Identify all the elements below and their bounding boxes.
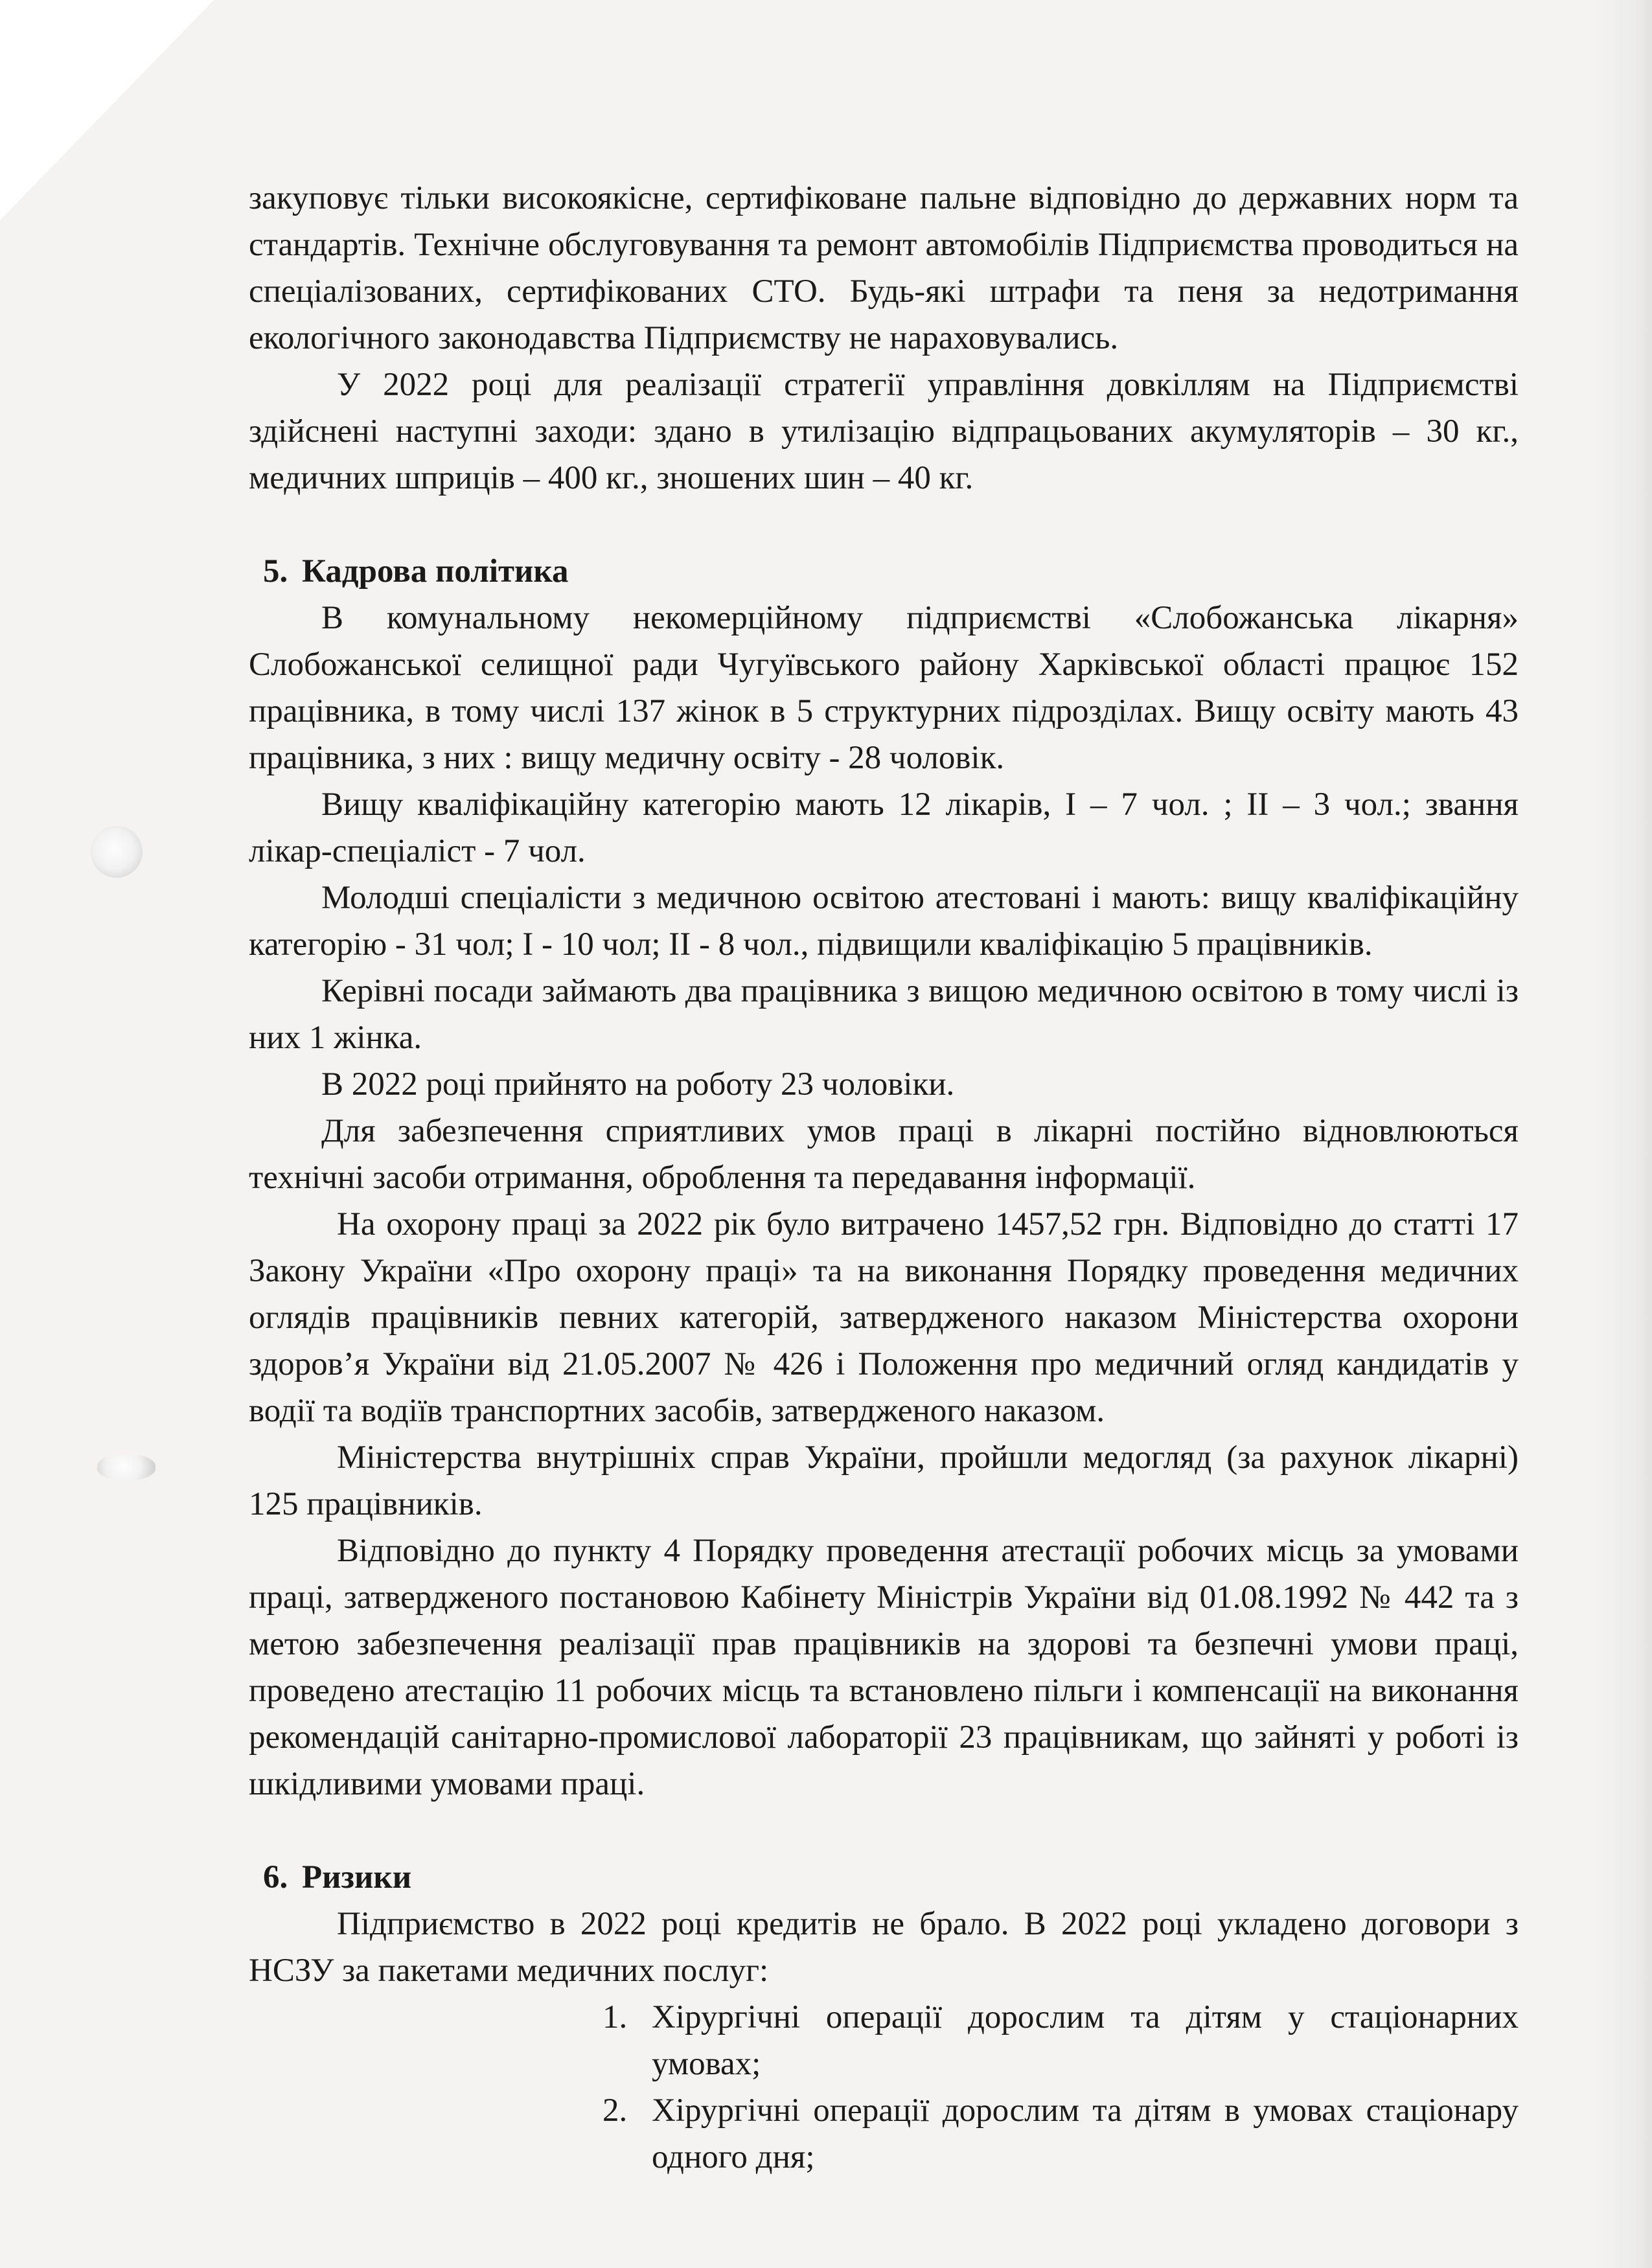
section-number: 5. (263, 553, 288, 590)
list-item (602, 2087, 1519, 2181)
body-paragraph: Для забезпечення сприятливих умов праці в лікарні постійно відновлюються технічні засоби отримання, оброблення та передавання інформації. (249, 1113, 1519, 1196)
service-package-list (602, 1994, 1519, 2181)
punch-hole-upper (91, 826, 143, 878)
list-item-number: 2. (602, 2092, 628, 2129)
section-title: Ризики (302, 1859, 412, 1896)
intro-paragraph: закуповує тільки високоякісне, сертифіковане пальне відповідно до державних норм та стандартів. Технічне обслуговування та ремонт автомобілів Підприємства проводиться на спеціалізованих, сертифікованих СТО. Будь-які штрафи та пеня за недотримання екологічного законодавства Підприємству не нараховувались. (249, 180, 1519, 356)
intro-paragraph: У 2022 році для реалізації стратегії управління довкіллям на Підприємстві здійснені наступні заходи: здано в утилізацію відпрацьованих акумуляторів – 30 кг., медичних шприців – 400 кг., зношених шин – 40 кг. (249, 367, 1519, 496)
document-page (249, 175, 1519, 2181)
list-item-text: Хірургічні операції дорослим та дітям в умовах стаціонару одного дня; (652, 2092, 1519, 2175)
body-paragraph: Відповідно до пункту 4 Порядку проведення атестації робочих місць за умовами праці, затвердженого постановою Кабінету Міністрів України від 01.08.1992 № 442 та з метою забезпечення реалізації прав працівників на здорові та безпечні умови праці, проведено атестацію 11 робочих місць та встановлено пільги і компенсації на виконання рекомендацій санітарно-промислової лабораторії 23 працівникам, що зайняті у роботі із шкідливими умовами праці. (249, 1533, 1519, 1802)
list-item-number: 1. (602, 1999, 628, 2035)
body-paragraph: Молодші спеціалісти з медичною освітою атестовані і мають: вищу кваліфікаційну категорію - 31 чол; І - 10 чол; ІІ - 8 чол., підвищили кваліфікацію 5 працівників. (249, 880, 1519, 963)
body-paragraph: Керівні посади займають два працівника з вищою медичною освітою в тому числі із них 1 жінка. (249, 973, 1519, 1056)
body-paragraph: В 2022 році прийнято на роботу 23 чоловіки. (321, 1066, 955, 1103)
punch-hole-lower (97, 1454, 155, 1480)
body-paragraph: В комунальному некомерційному підприємстві «Слобожанська лікарня» Слобожанської селищної ради Чугуївського району Харківської області працює 152 працівника, в тому числі 137 жінок в 5 структурних підрозділах. Вищу освіту мають 43 працівника, з них : вищу медичну освіту - 28 чоловік. (249, 600, 1519, 776)
section-heading (263, 548, 1519, 595)
scan-folded-corner (0, 0, 214, 220)
body-paragraph: Вищу кваліфікаційну категорію мають 12 лікарів, І – 7 чол. ; ІІ – 3 чол.; звання лікар-спеціаліст - 7 чол. (249, 786, 1519, 869)
body-paragraph: Міністерства внутрішніх справ України, пройшли медогляд (за рахунок лікарні) 125 працівників. (249, 1439, 1519, 1522)
list-item-text: Хірургічні операції дорослим та дітям у стаціонарних умовах; (652, 1999, 1519, 2082)
scan-right-edge (1594, 0, 1652, 2268)
body-paragraph: Підприємство в 2022 році кредитів не брало. В 2022 році укладено договори з НСЗУ за пакетами медичних послуг: (249, 1906, 1519, 1989)
section-number: 6. (263, 1859, 288, 1896)
body-paragraph: На охорону праці за 2022 рік було витрачено 1457,52 грн. Відповідно до статті 17 Закону України «Про охорону праці» та на виконання Порядку проведення медичних оглядів працівників певних категорій, затвердженого наказом Міністерства охорони здоров’я України від 21.05.2007 № 426 і Положення про медичний огляд кандидатів у водії та водіїв транспортних засобів, затвердженого наказом. (249, 1206, 1519, 1429)
section-title: Кадрова політика (302, 553, 569, 590)
list-item (602, 1994, 1519, 2087)
section-heading (263, 1854, 1519, 1901)
